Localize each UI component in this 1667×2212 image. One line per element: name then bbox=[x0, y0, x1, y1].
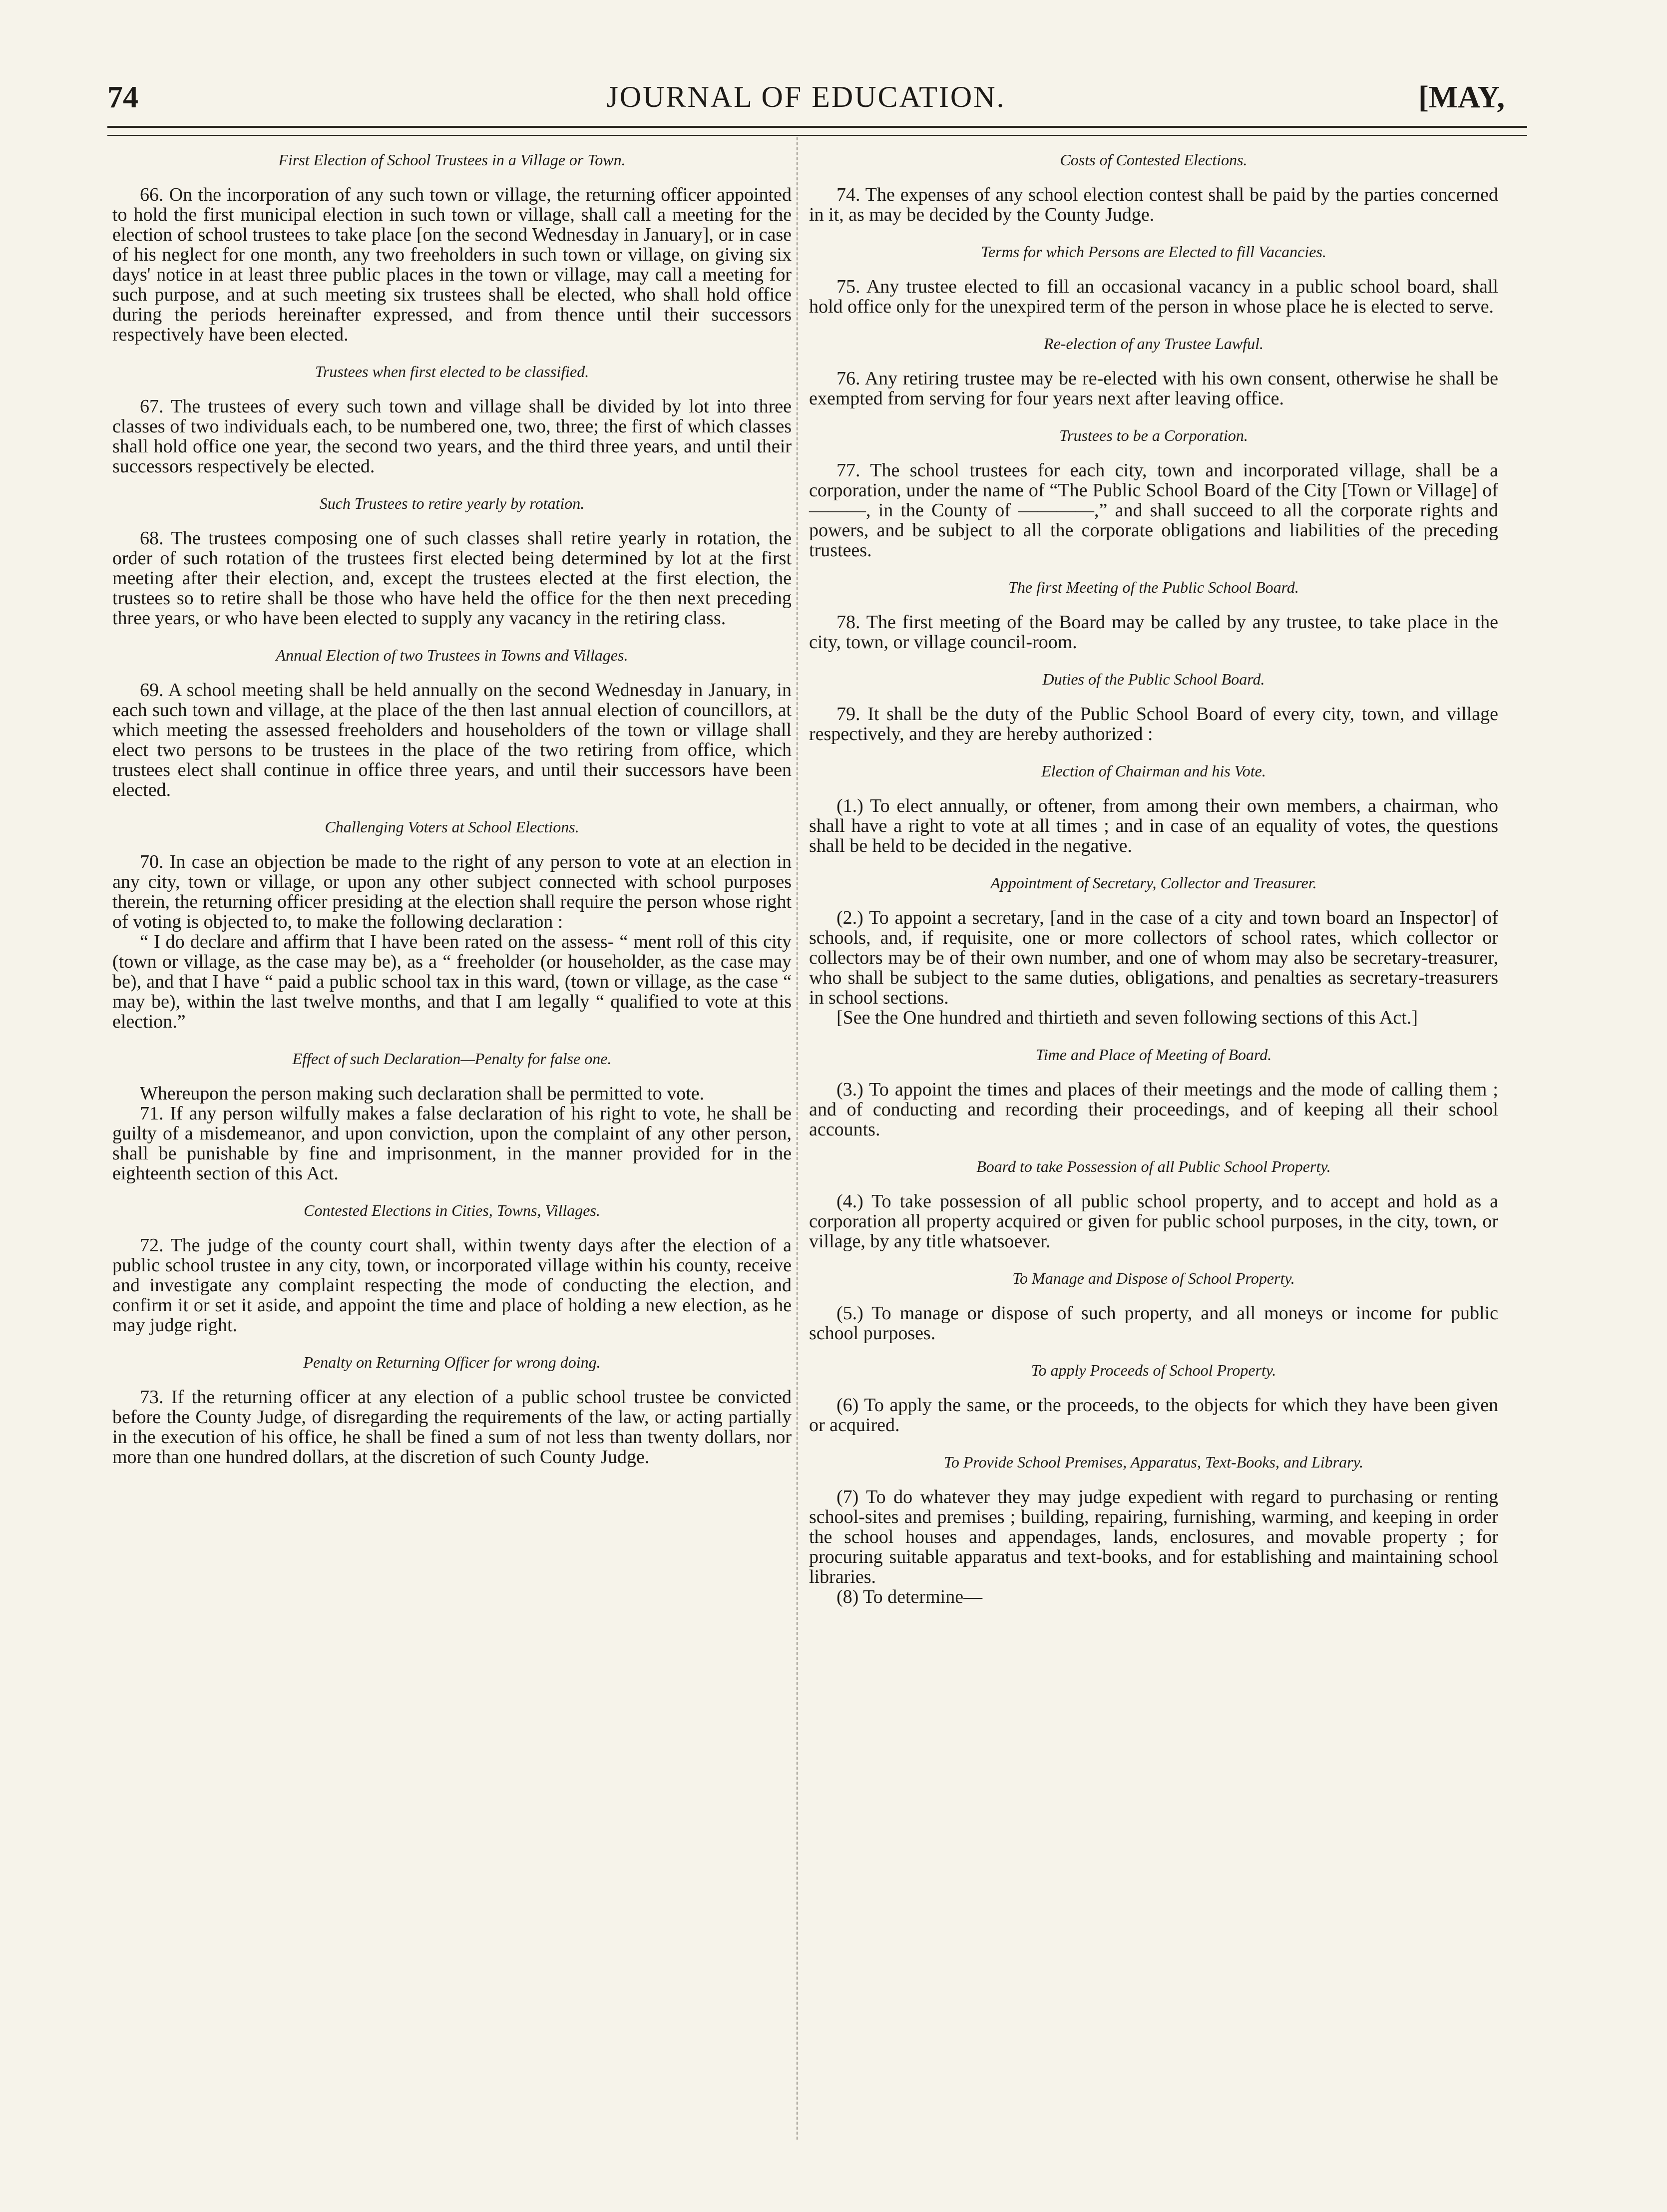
cross-reference-note: [See the One hundred and thirtieth and seven following sections of this Act.] bbox=[836, 1007, 1418, 1028]
section-79-5: (5.) To manage or dispose of such property, and all moneys or income for public school purposes. bbox=[809, 1303, 1498, 1344]
section-79-3: (3.) To appoint the times and places of their meetings and the mode of calling them ; and of conducting and recording their proceedings, and of keeping all their school accounts. bbox=[809, 1079, 1498, 1140]
section-79-4: (4.) To take possession of all public school property, and to accept and hold as a corporation all property acquired or given for public school purposes, in the city, town, or village, by any title whatsoever. bbox=[809, 1191, 1498, 1252]
section-heading: Contested Elections in Cities, Towns, Villages. bbox=[304, 1201, 600, 1219]
section-70: 70. In case an objection be made to the right of any person to vote at an election in any city, town or village, or upon any other subject connected with school purposes therein, the returning officer presiding at the election shall require the person whose right of voting is objected to, to make the following declaration : bbox=[112, 851, 792, 932]
section-heading: Costs of Contested Elections. bbox=[1060, 151, 1248, 169]
section-74: 74. The expenses of any school election contest shall be paid by the parties concerned in it, as may be decided by the County Judge. bbox=[809, 184, 1498, 225]
section-heading: To Provide School Premises, Apparatus, Text-Books, and Library. bbox=[944, 1453, 1363, 1471]
section-heading: Election of Chairman and his Vote. bbox=[1041, 762, 1266, 780]
section-heading: To apply Proceeds of School Property. bbox=[1031, 1361, 1276, 1379]
section-67: 67. The trustees of every such town and village shall be divided by lot into three classes of two individuals each, to be numbered one, two, three; the first of which classes shall hold office one year, the second two years, and the third three years, and until their successors respectively be elected. bbox=[112, 396, 792, 477]
section-70-continued: Whereupon the person making such declaration shall be permitted to vote. bbox=[140, 1083, 705, 1104]
section-heading: Re-election of any Trustee Lawful. bbox=[1044, 335, 1263, 353]
page-header bbox=[107, 80, 1505, 125]
section-heading: Terms for which Persons are Elected to fill Vacancies. bbox=[981, 243, 1326, 261]
issue-month: [MAY, bbox=[1418, 80, 1505, 114]
section-heading: Penalty on Returning Officer for wrong doing. bbox=[303, 1353, 601, 1371]
section-66: 66. On the incorporation of any such town or village, the returning officer appointed to hold the first municipal election in such town or village, shall call a meeting for the election of school trustees to take place [on the second Wednesday in January], or in case of his neglect for one month, any two freeholders in such town or village, on giving six days' notice in at least three public places in the town or village, may call a meeting for such purpose, and at such meeting six trustees shall be elected, who shall hold office during the periods hereinafter expressed, and from thence until their successors respectively have been elected. bbox=[112, 184, 792, 345]
section-heading: Trustees to be a Corporation. bbox=[1059, 426, 1248, 444]
section-77: 77. The school trustees for each city, town and incorporated village, shall be a corporation, under the name of “The Public School Board of the City [Town or Village] of———, in the County of ————,” and shall succeed to all the corporate rights and powers, and be subject to all the corporate obligations and liabilities of the preceding trustees. bbox=[809, 460, 1498, 561]
column-divider bbox=[797, 137, 798, 2140]
section-heading: Annual Election of two Trustees in Towns and Villages. bbox=[276, 646, 628, 664]
section-79-7: (7) To do whatever they may judge expedient with regard to purchasing or renting school-sites and premises ; building, repairing, furnishing, warming, and keeping in order the school houses and appendages, lands, enclosures, and movable property ; for procuring suitable apparatus and text-books, and for establishing and maintaining school libraries. bbox=[809, 1486, 1498, 1587]
section-78: 78. The first meeting of the Board may be called by any trustee, to take place in the city, town, or village council-room. bbox=[809, 612, 1498, 653]
right-column bbox=[809, 150, 1498, 1607]
left-column bbox=[112, 150, 792, 1467]
section-75: 75. Any trustee elected to fill an occasional vacancy in a public school board, shall hold office only for the unexpired term of the person in whose place he is elected to serve. bbox=[809, 276, 1498, 317]
section-heading: Board to take Possession of all Public School Property. bbox=[976, 1157, 1331, 1175]
section-79-1: (1.) To elect annually, or oftener, from among their own members, a chairman, who shall have a right to vote at all times ; and in case of an equality of votes, the questions shall be held to be decided in the negative. bbox=[809, 795, 1498, 856]
section-heading: Challenging Voters at School Elections. bbox=[325, 818, 579, 836]
section-heading: Time and Place of Meeting of Board. bbox=[1035, 1046, 1272, 1064]
section-73: 73. If the returning officer at any election of a public school trustee be convicted before the County Judge, of disregarding the requirements of the law, or acting partially in the execution of his office, he shall be fined a sum of not less than twenty dollars, nor more than one hundred dollars, at the discretion of such County Judge. bbox=[112, 1387, 792, 1468]
journal-title: JOURNAL OF EDUCATION. bbox=[606, 80, 1006, 113]
section-68: 68. The trustees composing one of such classes shall retire yearly in rotation, the order of such rotation of the trustees first elected being determined by lot at the first meeting after their election, and, except the trustees elected at the first election, the trustees so to retire shall be those who have held the office for the then next preceding three years, or who have been elected to supply any vacancy in the retiring class. bbox=[112, 528, 792, 629]
section-71: 71. If any person wilfully makes a false declaration of his right to vote, he shall be guilty of a misdemeanor, and upon conviction, upon the complaint of any other person, shall be punishable by fine and imprisonment, in the manner provided for in the eighteenth section of this Act. bbox=[112, 1103, 792, 1184]
section-heading: Appointment of Secretary, Collector and Treasurer. bbox=[990, 874, 1317, 892]
section-79: 79. It shall be the duty of the Public School Board of every city, town, and village respectively, and they are hereby authorized : bbox=[809, 704, 1498, 744]
section-heading: Duties of the Public School Board. bbox=[1042, 670, 1265, 688]
section-heading: Trustees when first elected to be classified. bbox=[315, 363, 589, 380]
section-69: 69. A school meeting shall be held annually on the second Wednesday in January, in each such town and village, at the place of the then last annual election of councillors, at which meeting the assessed freeholders and householders of the town or village shall elect two persons to be trustees in the place of the two retiring from office, which trustees elect shall continue in office three years, and until their successors have been elected. bbox=[112, 680, 792, 800]
section-79-8: (8) To determine— bbox=[836, 1586, 983, 1607]
declaration-quote: “ I do declare and affirm that I have been rated on the assess- “ ment roll of this city (town or village, as the case may be), as a “ freeholder (or householder, as the case may be), and that I have “ paid a public school tax in this ward, (town or village, as the case “ may be), within the last twelve months, and that I am legally “ qualified to vote at this election.” bbox=[112, 931, 792, 1032]
section-79-2: (2.) To appoint a secretary, [and in the case of a city and town board an Inspector] of schools, and, if requisite, one or more collectors of school rates, which collector or collectors may be of their own number, and one of whom may also be secretary-treasurer, who shall be subject to the same duties, obligations, and penalties as secretary-treasurers in school sections. bbox=[809, 907, 1498, 1008]
section-heading: First Election of School Trustees in a Village or Town. bbox=[278, 151, 626, 169]
section-heading: To Manage and Dispose of School Property. bbox=[1012, 1269, 1295, 1287]
section-heading: Effect of such Declaration—Penalty for false one. bbox=[292, 1050, 612, 1068]
section-heading: Such Trustees to retire yearly by rotation. bbox=[319, 494, 585, 512]
header-rule bbox=[107, 126, 1527, 136]
section-72: 72. The judge of the county court shall, within twenty days after the election of a public school trustee in any city, town, or incorporated village within his county, receive and investigate any complaint respecting the mode of conducting the election, and confirm it or set it aside, and appoint the time and place of holding a new election, as he may judge right. bbox=[112, 1235, 792, 1336]
section-heading: The first Meeting of the Public School Board. bbox=[1008, 578, 1299, 596]
page-number: 74 bbox=[107, 80, 138, 114]
section-76: 76. Any retiring trustee may be re-elected with his own consent, otherwise he shall be exempted from serving for four years next after leaving office. bbox=[809, 368, 1498, 409]
section-79-6: (6) To apply the same, or the proceeds, to the objects for which they have been given or acquired. bbox=[809, 1395, 1498, 1436]
